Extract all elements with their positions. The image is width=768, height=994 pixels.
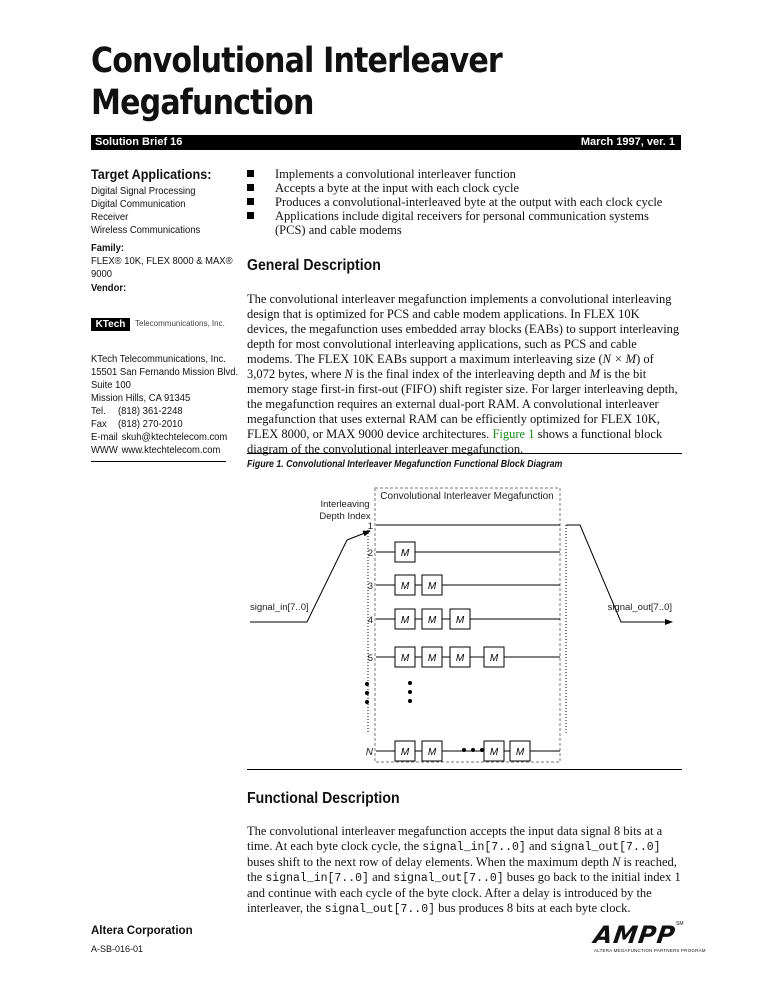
target-applications-heading: Target Applications:	[91, 166, 212, 182]
contact-tel: Tel. (818) 361-2248	[91, 405, 183, 417]
row-index: 1	[367, 521, 373, 532]
delay-cell-label: M	[427, 581, 437, 592]
delay-rows	[376, 525, 560, 761]
vendor-line: 15501 San Fernando Mission Blvd.	[91, 366, 239, 378]
contact-email: E-mail skuh@ktechtelecom.com	[91, 431, 228, 443]
feature-bullets	[247, 167, 677, 237]
functional-description-heading: Functional Description	[247, 790, 400, 807]
target-list	[91, 185, 217, 237]
delay-cell-label: M	[400, 653, 410, 664]
vendor-line: Suite 100	[91, 379, 131, 391]
delay-cell-label: M	[455, 615, 465, 626]
sidebar-divider	[91, 461, 226, 462]
row-index: 4	[367, 615, 373, 626]
delay-cell-label: M	[489, 653, 499, 664]
block-diagram	[240, 478, 680, 768]
contact-www: WWW www.ktechtelecom.com	[91, 444, 221, 456]
vendor-address	[91, 353, 244, 457]
date-version-label: March 1997, ver. 1	[580, 136, 675, 148]
figure-caption: Figure 1. Convolutional Interleaver Megafunction Functional Block Diagram	[247, 459, 563, 470]
box-label: Convolutional Interleaver Megafunction	[380, 491, 554, 502]
depth-label-1: Interleaving	[320, 499, 370, 510]
target-item: Digital Signal Processing	[91, 185, 196, 197]
delay-cell-label: M	[400, 581, 410, 592]
bullet-icon	[247, 212, 254, 219]
bullet-icon	[247, 170, 254, 177]
bullet-item: Applications include digital receivers for personal communication systems (PCS) and cable modems	[247, 209, 677, 237]
output-label: signal_out[7..0]	[607, 602, 672, 613]
vendor-line: KTech Telecommunications, Inc.	[91, 353, 226, 365]
bullet-item: Accepts a byte at the input with each clock cycle	[247, 181, 677, 195]
service-mark: SM	[676, 921, 684, 927]
solution-brief-label: Solution Brief 16	[95, 136, 183, 148]
target-applications-section	[91, 168, 217, 237]
bullet-icon	[247, 184, 254, 191]
figure-1-link[interactable]: Figure 1	[492, 427, 535, 441]
figure-bottom-rule	[247, 769, 682, 770]
header-bar	[91, 135, 681, 150]
family-heading: Family:	[91, 242, 125, 254]
vendor-line: Mission Hills, CA 91345	[91, 392, 191, 404]
family-value: FLEX® 10K, FLEX 8000 & MAX® 9000	[91, 255, 233, 280]
general-description-text: The convolutional interleaver megafunction implements a convolutional interleaving design that is optimized for PCS and cable modem applications. In FLEX 10K devices, the megafunction uses embedded array blocks (EABs) to support interleaving depth for most convolutional interleaving applications, such as PCS and cable modems. The FLEX 10K EABs support a maximum interleaving size (N × M) of 3,072 bytes, where N is the final index of the interleaving depth and M is the bit memory stage first-in first-out (FIFO) shift register size. For larger interleaving depth, the megafunction requires an external dual-port RAM. A convolutional interleaver megafunction that uses external RAM can be efficiently optimized for FLEX 10K, FLEX 8000, or MAX 9000 device architectures. Figure 1 shows a functional block diagram of the convolutional interleaver megafunction.	[247, 292, 680, 456]
row-index: 3	[367, 581, 373, 592]
ampp-logo-subtitle: ALTERA MEGAFUNCTION PARTNERS PROGRAM	[594, 948, 706, 953]
bullet-item: Produces a convolutional-interleaved byte at the output with each clock cycle	[247, 195, 677, 209]
bullet-icon	[247, 198, 254, 205]
delay-cell-label: M	[400, 747, 410, 758]
ktech-logo-subtitle: Telecommunications, Inc.	[135, 319, 225, 328]
target-item: Digital Communication Receiver	[91, 198, 186, 223]
input-arrow	[347, 531, 370, 540]
footer-corporation: Altera Corporation	[91, 925, 193, 937]
title-line-1: Convolutional Interleaver	[91, 41, 502, 81]
contact-fax: Fax (818) 270-2010	[91, 418, 183, 430]
depth-label-2: Depth Index	[319, 511, 371, 522]
row-index: N	[365, 747, 373, 758]
family-section	[91, 242, 244, 281]
vendor-section	[91, 282, 217, 295]
ampp-logo	[594, 923, 706, 953]
title-line-2: Megafunction	[91, 83, 314, 123]
delay-cell-label: M	[427, 747, 437, 758]
delay-cell-label: M	[427, 653, 437, 664]
delay-cell-label: M	[489, 747, 499, 758]
delay-cell-label: M	[455, 653, 465, 664]
target-item: Wireless Communications	[91, 224, 201, 236]
delay-cell-label: M	[515, 747, 525, 758]
input-label: signal_in[7..0]	[250, 602, 309, 613]
general-description-heading: General Description	[247, 257, 381, 274]
delay-cell-label: M	[400, 615, 410, 626]
footer-doc-number: A-SB-016-01	[91, 944, 144, 954]
ampp-logo-text: AMPP	[592, 921, 678, 949]
page-title	[91, 40, 573, 124]
delay-cell-label: M	[427, 615, 437, 626]
figure-top-rule	[247, 453, 682, 454]
delay-cell-label: M	[400, 548, 410, 559]
ktech-logo: KTech	[91, 318, 130, 331]
row-index: 5	[367, 653, 373, 664]
vendor-heading: Vendor:	[91, 282, 127, 294]
functional-description-text: The convolutional interleaver megafunction accepts the input data signal 8 bits at a time. At each byte clock cycle, the signal_in[7..0] and signal_out[7..0] buses shift to the next row of delay elements. When the maximum depth N is reached, the signal_in[7..0] and signal_out[7..0] buses go back to the initial index 1 and continue with each cycle of the byte clock. After a delay is introduced by the interleaver, the signal_out[7..0] bus produces 8 bits at each byte clock.	[247, 824, 681, 916]
row-index: 2	[367, 548, 373, 559]
bullet-item: Implements a convolutional interleaver function	[247, 167, 677, 181]
